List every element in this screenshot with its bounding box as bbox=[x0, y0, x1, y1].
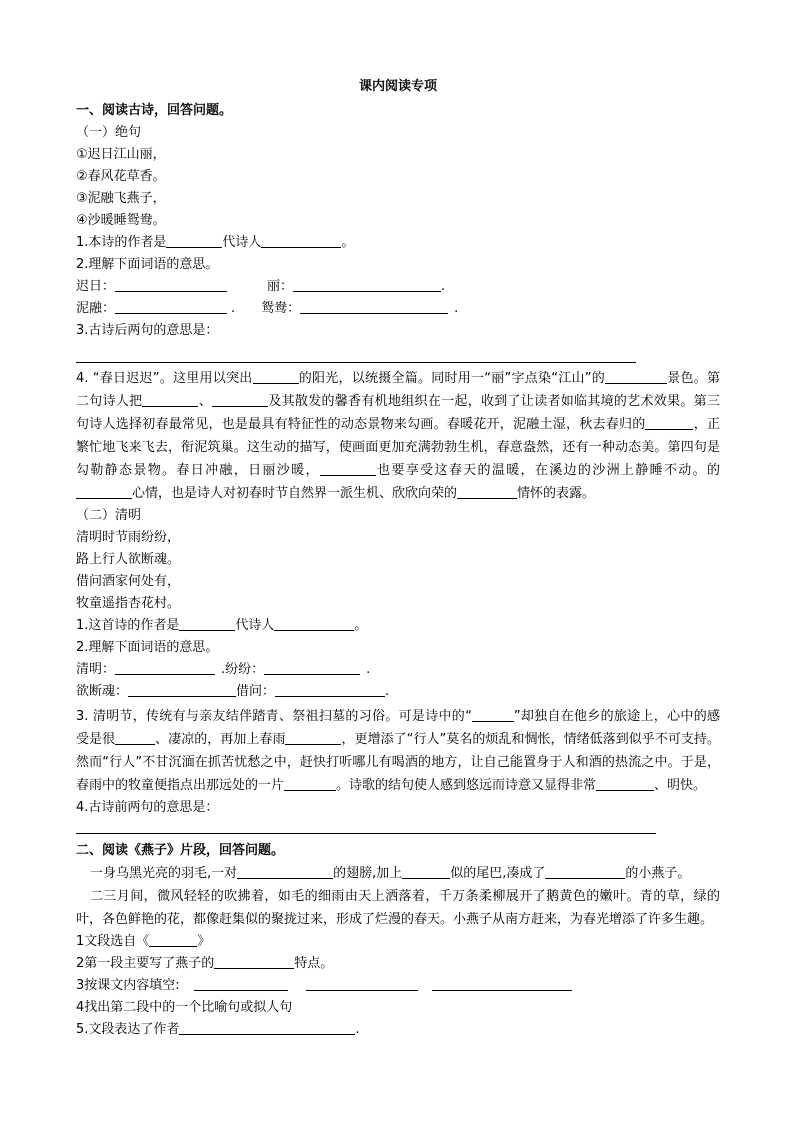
feature-blank[interactable] bbox=[214, 954, 294, 969]
swallow-paragraph-1: 一身乌黑光亮的羽毛,一对 的翅膀,加上 似的尾巴,凑成了 的小燕子。 bbox=[90, 866, 691, 881]
poem-one-line-1: ①迟日江山丽， bbox=[76, 147, 166, 162]
poem-one-title: （一）绝句 bbox=[76, 125, 142, 140]
poem-two-question-3: 3. 清明节，传统有与亲友结伴踏青、祭祖扫墓的习俗。可是诗中的“ ”却独自在他乡的旅途上，心中的感受是很 、凄凉的，再加上春雨 ，更增添了“行人”莫名的烦乱和惆怅，情绪低落到似乎不可支持。然而“行人”不甘沉湎在抓苦忧愁之中，赶快打听哪儿有喝酒的地方，让自己能置身于人和酒的热流之中。于是，春雨中的牧童便指点出那远处的一片 。诗歌的结句使人感到悠远而诗意又显得非常 、明快。 bbox=[76, 709, 720, 793]
poem-two-line-2: 路上行人欲断魂。 bbox=[76, 552, 181, 567]
q4-blank-5[interactable] bbox=[645, 415, 693, 430]
poem-two-title: （二）清明 bbox=[76, 508, 142, 523]
section-two-heading: 二、阅读《燕子》片段，回答问题。 bbox=[76, 843, 285, 858]
swallow-question-5: 5.文段表达了作者 . bbox=[76, 1022, 360, 1037]
swallow-blank-3[interactable] bbox=[545, 864, 625, 879]
vocab-blank-li[interactable] bbox=[293, 277, 441, 292]
vocab-blank-chiri[interactable] bbox=[115, 277, 227, 292]
vocab-row-4: 欲断魂： 借问： . bbox=[76, 684, 390, 699]
q3-blank-5[interactable] bbox=[596, 776, 654, 791]
vocab-row-1: 迟日： 丽： . bbox=[76, 279, 446, 294]
poem-one-line-3: ③泥融飞燕子， bbox=[76, 191, 166, 206]
author-dynasty-blank[interactable] bbox=[166, 233, 222, 248]
q4-blank-2[interactable] bbox=[605, 369, 667, 384]
q3-blank-1[interactable] bbox=[472, 707, 514, 722]
fill-blank-2[interactable] bbox=[306, 976, 418, 991]
answer-line-poem-two[interactable] bbox=[76, 833, 656, 834]
q3-blank-4[interactable] bbox=[284, 776, 336, 791]
author-name-blank-2[interactable] bbox=[274, 616, 354, 631]
feeling-blank[interactable] bbox=[179, 1020, 355, 1035]
vocab-row-3: 清明： .纷纷： . bbox=[76, 662, 371, 677]
q4-blank-7[interactable] bbox=[76, 484, 132, 499]
q4-blank-1[interactable] bbox=[253, 369, 299, 384]
q4-blank-6[interactable] bbox=[320, 461, 376, 476]
swallow-question-1: 1文段选自《 》 bbox=[76, 934, 211, 949]
poem-two-line-4: 牧童遥指杏花村。 bbox=[76, 596, 181, 611]
swallow-question-4: 4找出第二段中的一个比喻句或拟人句 bbox=[76, 1000, 293, 1015]
swallow-blank-1[interactable] bbox=[237, 864, 333, 879]
vocab-blank-nirong[interactable] bbox=[115, 299, 227, 314]
vocab-blank-yuanyang[interactable] bbox=[300, 299, 448, 314]
q4-blank-4[interactable] bbox=[212, 392, 268, 407]
poem-two-question-2: 2.理解下面词语的意思。 bbox=[76, 640, 219, 655]
swallow-paragraph-2: 二三月间，微风轻轻的吹拂着，如毛的细雨由天上洒落着，千万条柔柳展开了鹅黄色的嫩叶。青的草，绿的叶，各色鲜艳的花，都像赶集似的聚拢过来，形成了烂漫的春天。小燕子从南方赶来，为春光增添了许多生趣。 bbox=[76, 889, 720, 927]
poem-one-question-3: 3.古诗后两句的意思是： bbox=[76, 323, 219, 338]
author-name-blank[interactable] bbox=[261, 233, 341, 248]
q3-blank-2[interactable] bbox=[115, 730, 155, 745]
fill-blank-3[interactable] bbox=[432, 976, 572, 991]
swallow-question-3: 3按课文内容填空: bbox=[76, 975, 720, 997]
poem-two-line-1: 清明时节雨纷纷， bbox=[76, 530, 181, 545]
vocab-row-2: 泥融： . 鸳鸯： . bbox=[76, 301, 459, 316]
poem-one-question-4: 4. “春日迟迟”。这里用以突出 的阳光，以统摄全篇。同时用一“丽”字点染“江山”的 景色。第二句诗人把 、 及其散发的馨香有机地组织在一起，收到了让读者如临其境的艺术效果。第三句诗人选择初春最常见，也是最具有特征性的动态景物来勾画。春暖花开，泥融土湿，秋去春归的 ，正繁忙地飞来飞去，衔泥筑巢。这生动的描写，使画面更加充满勃勃生机，春意盎然，还有一种动态美。第四句是勾勒静态景物。春日冲融，日丽沙暖， 也要享受这春天的温暖，在溪边的沙洲上静睡不动。的心情，也是诗人对初春时节自然界一派生机、欣欣向荣的 情怀的表露。 bbox=[76, 371, 720, 501]
poem-two-question-4: 4.古诗前两句的意思是： bbox=[76, 800, 219, 815]
vocab-blank-fenfen[interactable] bbox=[264, 660, 360, 675]
vocab-blank-qingming[interactable] bbox=[115, 660, 215, 675]
fill-blank-1[interactable] bbox=[194, 976, 288, 991]
worksheet-page bbox=[76, 78, 720, 1041]
vocab-blank-jiewen[interactable] bbox=[275, 682, 385, 697]
q4-blank-3[interactable] bbox=[142, 392, 198, 407]
vocab-blank-yuduanhun[interactable] bbox=[128, 682, 236, 697]
poem-two-question-1: 1.这首诗的作者是 代诗人 。 bbox=[76, 618, 368, 633]
answer-line-poem-one[interactable] bbox=[76, 362, 636, 363]
poem-one-line-4: ④沙暖睡鸳鸯。 bbox=[76, 213, 166, 228]
q4-blank-8[interactable] bbox=[457, 484, 517, 499]
swallow-blank-2[interactable] bbox=[402, 864, 450, 879]
q3-blank-3[interactable] bbox=[285, 730, 341, 745]
page-title: 课内阅读专项 bbox=[358, 79, 437, 94]
poem-one-question-2: 2.理解下面词语的意思。 bbox=[76, 257, 219, 272]
poem-one-line-2: ②春风花草香。 bbox=[76, 169, 166, 184]
poem-one-question-1: 1.本诗的作者是 代诗人 。 bbox=[76, 235, 355, 250]
source-blank[interactable] bbox=[149, 932, 197, 947]
author-dynasty-blank-2[interactable] bbox=[179, 616, 235, 631]
poem-two-line-3: 借问酒家何处有， bbox=[76, 574, 181, 589]
section-one-heading: 一、阅读古诗，回答问题。 bbox=[76, 103, 233, 118]
swallow-question-2: 2第一段主要写了燕子的 特点。 bbox=[76, 956, 334, 971]
